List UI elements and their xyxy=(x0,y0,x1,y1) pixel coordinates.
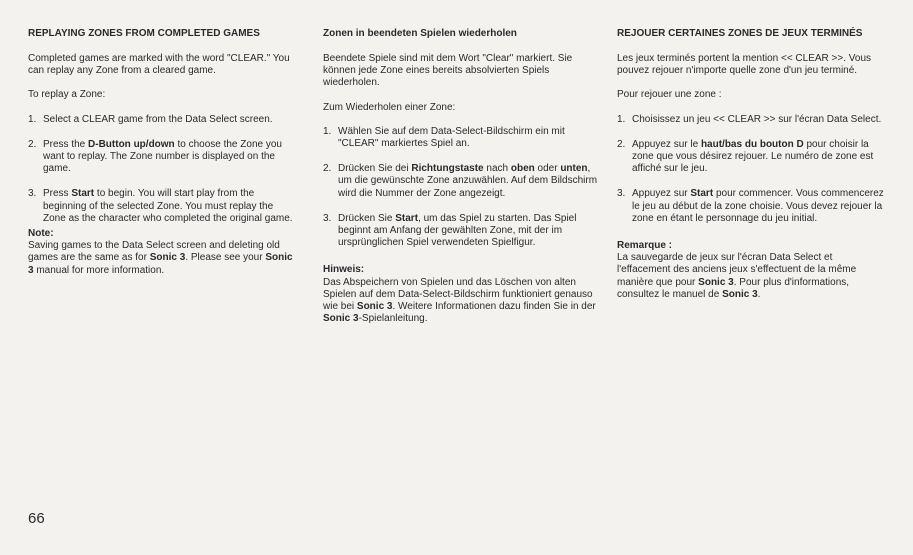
german-title: Zonen in beendeten Spielen wiederholen xyxy=(323,28,517,39)
step-bold-text: Start xyxy=(395,212,419,224)
english-note-title: Note: xyxy=(28,228,54,240)
french-step-1 xyxy=(617,114,887,126)
french-title: REJOUER CERTAINES ZONES DE JEUX TERMINÉS xyxy=(617,28,863,39)
english-intro: Completed games are marked with the word "CLEAR." You can replay any Zone from a cleared game. xyxy=(28,53,290,77)
note-text-part: Das Abspeichern von Spielen und das Löschen von alten Spielen auf dem Data-Select-Bildschirm funktioniert genauso wie bei xyxy=(323,276,593,313)
note-text-part: La sauvegarde de jeux sur l'écran Data Select et l'effacement des anciens jeux s'effectuent de la même manière que pour xyxy=(617,252,857,288)
note-text-part: Saving games to the Data Select screen and deleting old games are the same as for xyxy=(28,240,280,264)
step-number: 3. xyxy=(617,188,626,200)
step-bold-text: Richtungstaste xyxy=(411,163,484,175)
step-text: Choisissez un jeu << CLEAR >> sur l'écran Data Select. xyxy=(632,113,882,125)
german-steps xyxy=(323,126,598,250)
english-to-replay: To replay a Zone: xyxy=(28,89,106,101)
step-text: pour commencer. Vous commencerez le jeu au début de la zone choisie. Vous devez rejouer la zone en étant le personnage du jeu initial. xyxy=(632,188,884,224)
german-step-3 xyxy=(323,213,598,250)
step-bold-text: Start xyxy=(690,188,714,200)
french-step-2 xyxy=(617,139,887,176)
step-text: nach xyxy=(483,163,511,175)
step-number: 1. xyxy=(617,113,626,125)
note-text-part: . xyxy=(757,288,761,300)
step-text: to choose the Zone you want to replay. The Zone number is displayed on the game. xyxy=(43,138,282,175)
note-bold-text: Sonic 3 xyxy=(698,276,734,288)
english-step-3 xyxy=(28,188,296,225)
note-bold-text: Sonic 3 xyxy=(722,288,758,300)
note-bold-text: Sonic 3 xyxy=(323,313,359,325)
step-number: 1. xyxy=(28,113,37,125)
english-step-2 xyxy=(28,139,296,176)
note-bold-text: Sonic 3 xyxy=(28,252,293,276)
german-step-2 xyxy=(323,163,598,200)
step-text: Select a CLEAR game from the Data Select screen. xyxy=(43,113,273,125)
french-note-title: Remarque : xyxy=(617,240,673,252)
french-column xyxy=(617,28,887,301)
step-bold-text: haut/bas du bouton D xyxy=(700,138,804,150)
step-number: 1. xyxy=(323,125,332,137)
french-note-text xyxy=(617,252,887,301)
note-text-part: . Please see your xyxy=(185,252,266,264)
step-text: Press the xyxy=(43,138,89,150)
english-title: REPLAYING ZONES FROM COMPLETED GAMES xyxy=(28,28,260,39)
german-column xyxy=(323,28,598,325)
french-to-replay: Pour rejouer une zone : xyxy=(617,89,722,101)
english-steps xyxy=(28,114,296,225)
step-text: , um die gewünschte Zone anzuwählen. Auf dem Bildschirm wird die Nummer der Zone angezeigt. xyxy=(338,163,598,199)
step-text: Drücken Sie xyxy=(338,212,396,224)
page-number: 66 xyxy=(28,510,45,527)
note-bold-text: Sonic 3 xyxy=(356,301,393,313)
note-text-part: -Spielanleitung. xyxy=(358,313,428,325)
step-text: , um das Spiel zu starten. Das Spiel beginnt am Anfang der gewählten Zone, mit der im ursprünglichen Spiel verwendeten Spielfigur. xyxy=(338,212,577,249)
note-text-part: . Weitere Informationen dazu finden Sie in der xyxy=(392,301,596,313)
step-bold-text: oben xyxy=(510,163,535,175)
german-to-replay: Zum Wiederholen einer Zone: xyxy=(323,101,456,113)
step-number: 3. xyxy=(323,212,332,224)
step-text: Appuyez sur xyxy=(632,188,691,200)
german-step-1 xyxy=(323,126,598,150)
french-intro: Les jeux terminés portent la mention << CLEAR >>. Vous pouvez rejouer n'importe quelle zone d'un jeu terminé. xyxy=(617,53,872,77)
step-number: 2. xyxy=(617,138,626,150)
step-number: 2. xyxy=(323,163,332,175)
step-text: pour choisir la zone que vous désirez rejouer. Le numéro de zone est affiché sur le jeu. xyxy=(632,138,874,175)
english-column xyxy=(28,28,296,277)
french-steps xyxy=(617,114,887,225)
step-number: 2. xyxy=(28,138,37,150)
step-text: Appuyez sur le xyxy=(632,138,701,150)
note-text-part: manual for more information. xyxy=(33,264,165,276)
english-note-text xyxy=(28,240,296,277)
step-bold-text: Start xyxy=(71,188,95,200)
step-text: Wählen Sie auf dem Data-Select-Bildschirm ein mit "CLEAR" markiertes Spiel an. xyxy=(338,125,565,150)
note-text-part: . Pour plus d'informations, consultez le manuel de xyxy=(617,276,850,300)
step-number: 3. xyxy=(28,188,37,200)
step-text: oder xyxy=(534,163,561,175)
step-bold-text: unten xyxy=(560,163,588,175)
english-step-1 xyxy=(28,114,296,126)
step-text: Press xyxy=(43,188,72,200)
step-text: to begin. You will start play from the beginning of the selected Zone. You must replay the Zone as the character who completed the original game. xyxy=(43,188,293,224)
french-step-3 xyxy=(617,188,887,225)
german-intro: Beendete Spiele sind mit dem Wort "Clear" markiert. Sie können jede Zone eines bereits absolvierten Spiels wiederholen. xyxy=(323,53,573,89)
note-bold-text: Sonic 3 xyxy=(149,252,186,264)
step-bold-text: D-Button up/down xyxy=(88,138,175,150)
step-text: Drücken Sie dei xyxy=(338,163,412,175)
german-note-text xyxy=(323,277,598,326)
german-note-title: Hinweis: xyxy=(323,264,365,276)
